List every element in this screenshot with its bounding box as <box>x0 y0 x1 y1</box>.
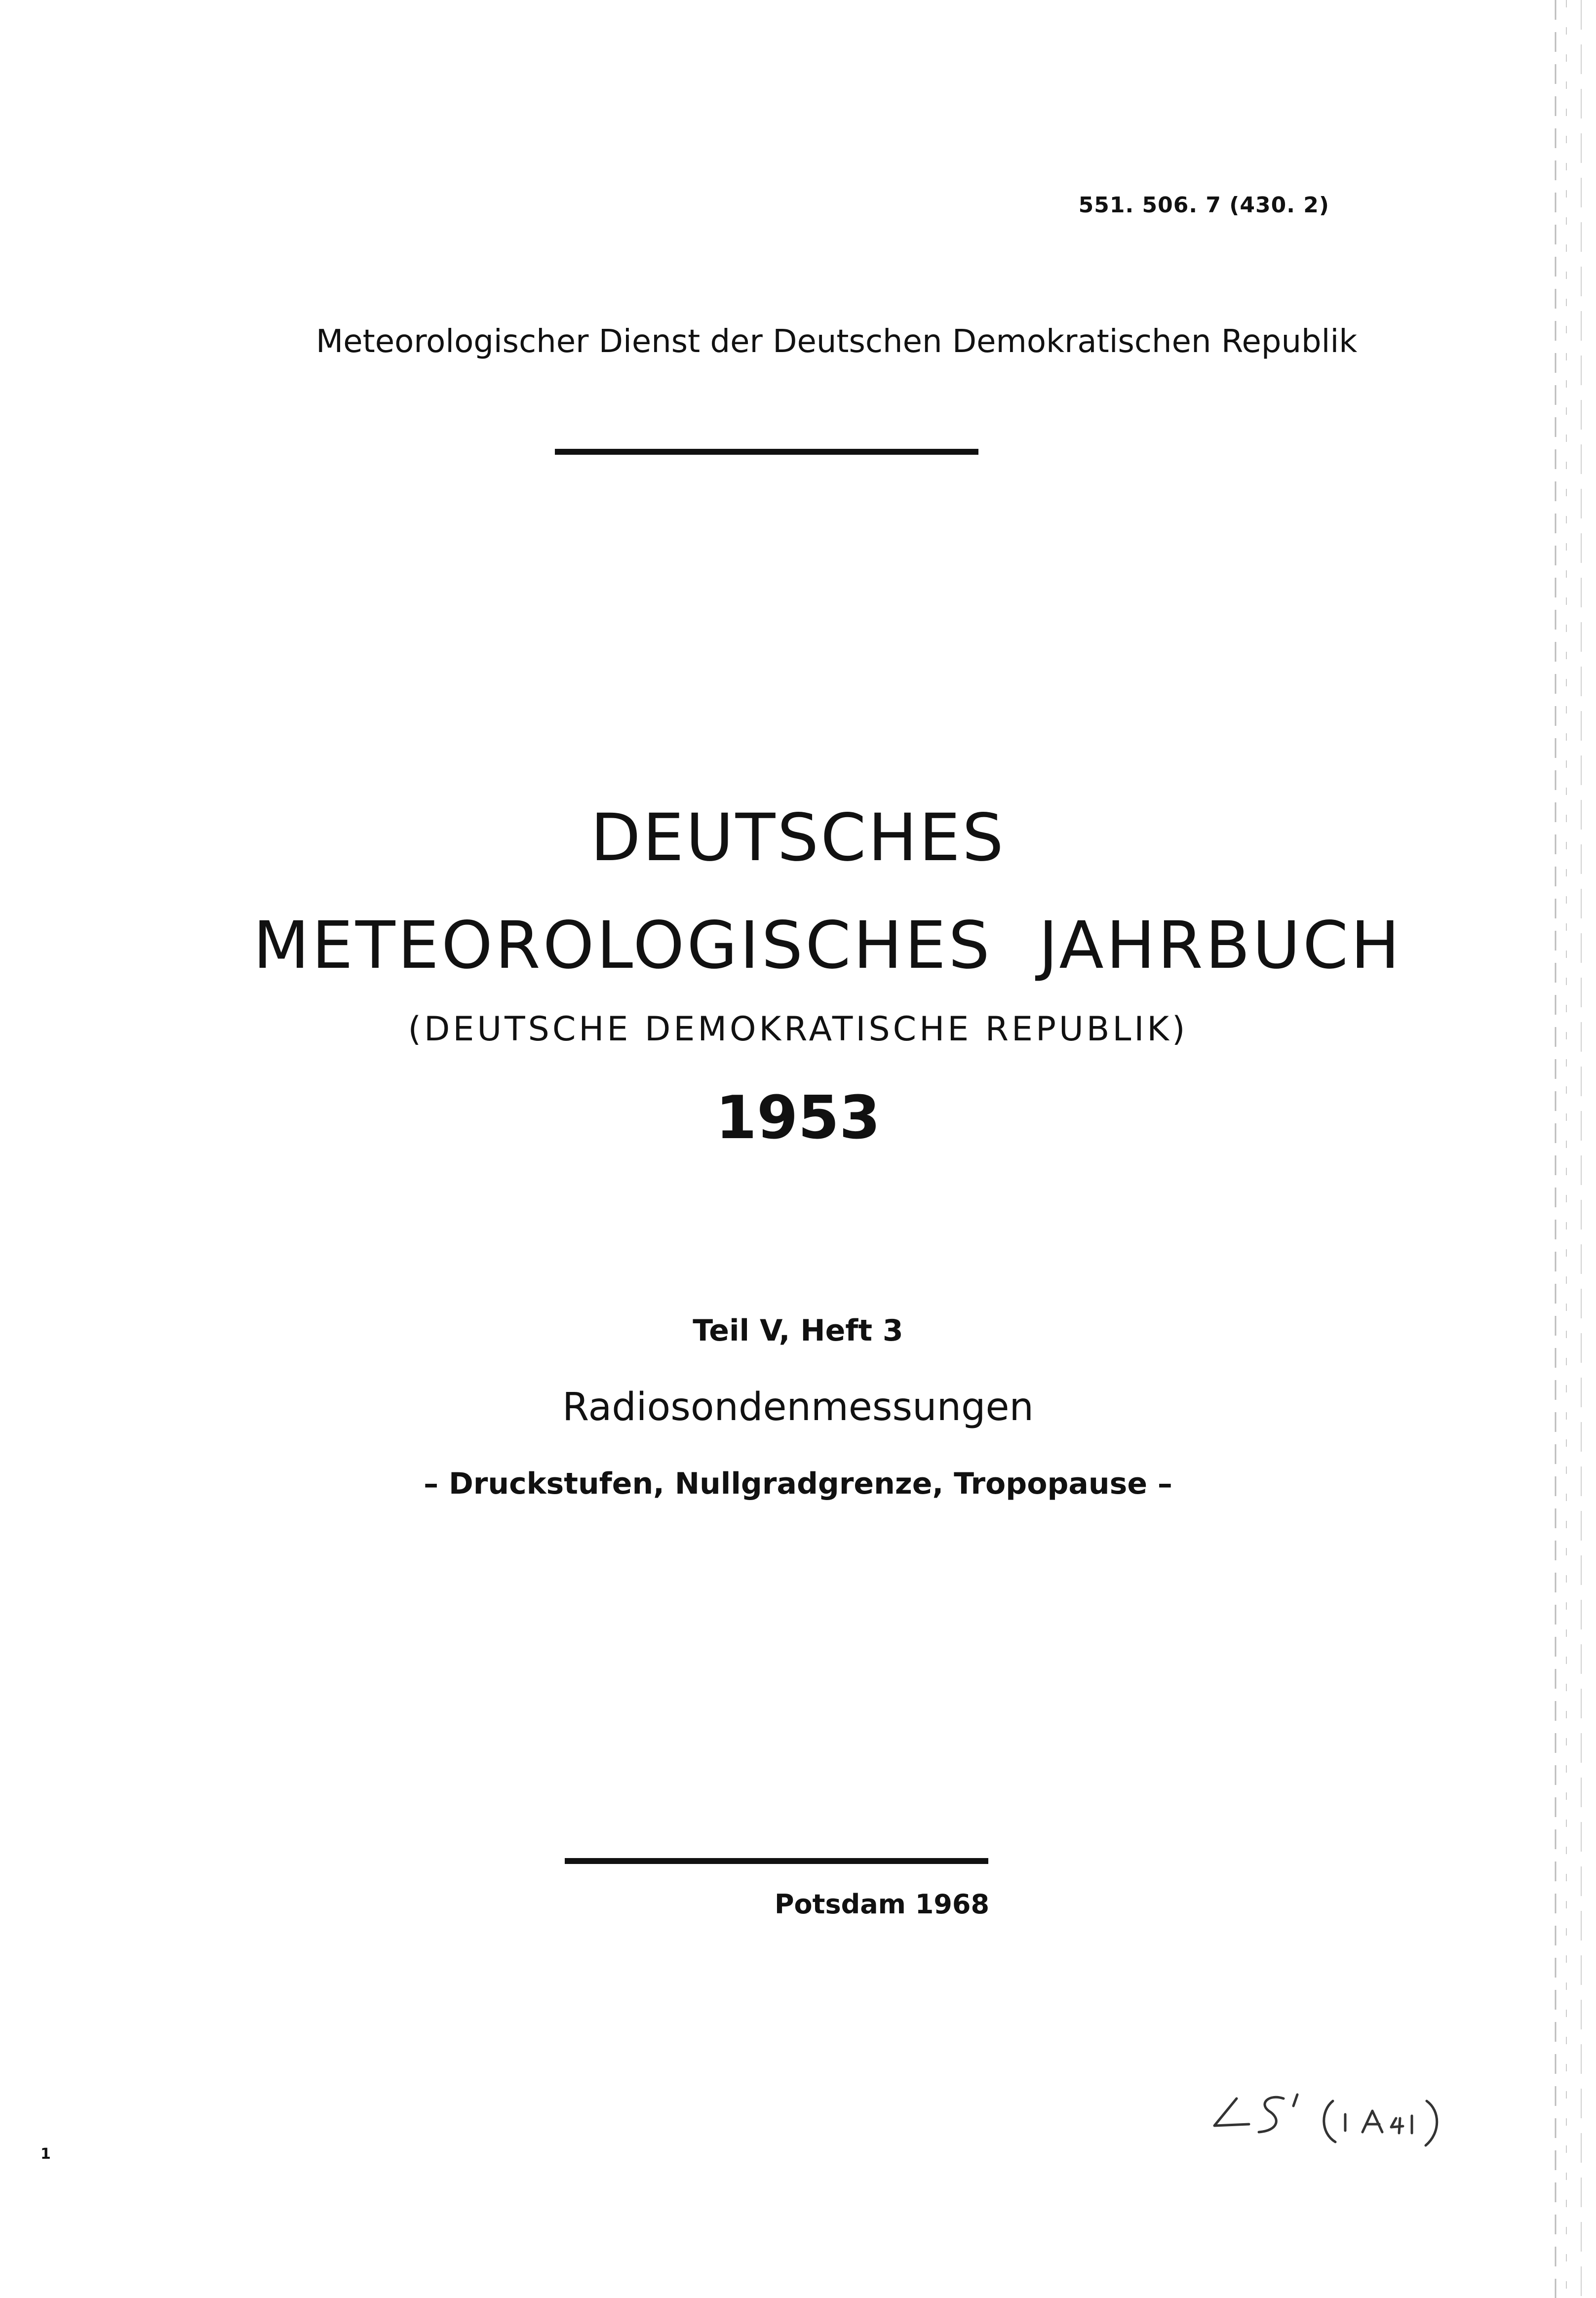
classification-number: 551. 506. 7 (430. 2) <box>1078 193 1329 218</box>
topic-heading: Radiosondenmessungen <box>562 1385 1034 1429</box>
imprint: Potsdam 1968 <box>774 1889 990 1920</box>
part-label: Teil V, Heft 3 <box>693 1313 903 1348</box>
publication-year: 1953 <box>715 1084 881 1152</box>
title-line-2: METEOROLOGISCHES JAHRBUCH <box>253 908 1402 984</box>
title-subtitle: (DEUTSCHE DEMOKRATISCHE REPUBLIK) <box>408 1010 1188 1049</box>
title-line-1: DEUTSCHES <box>590 800 1006 876</box>
bottom-divider <box>565 1858 988 1864</box>
page-number: 1 <box>40 2145 51 2163</box>
issuer-line: Meteorologischer Dienst der Deutschen Demokratischen Republik <box>316 323 1358 360</box>
scan-edge-artifact <box>1552 0 1596 2298</box>
top-divider <box>555 449 978 455</box>
topic-contents: – Druckstufen, Nullgradgrenze, Tropopause – <box>424 1466 1172 1501</box>
handwritten-note <box>1209 2084 1486 2168</box>
